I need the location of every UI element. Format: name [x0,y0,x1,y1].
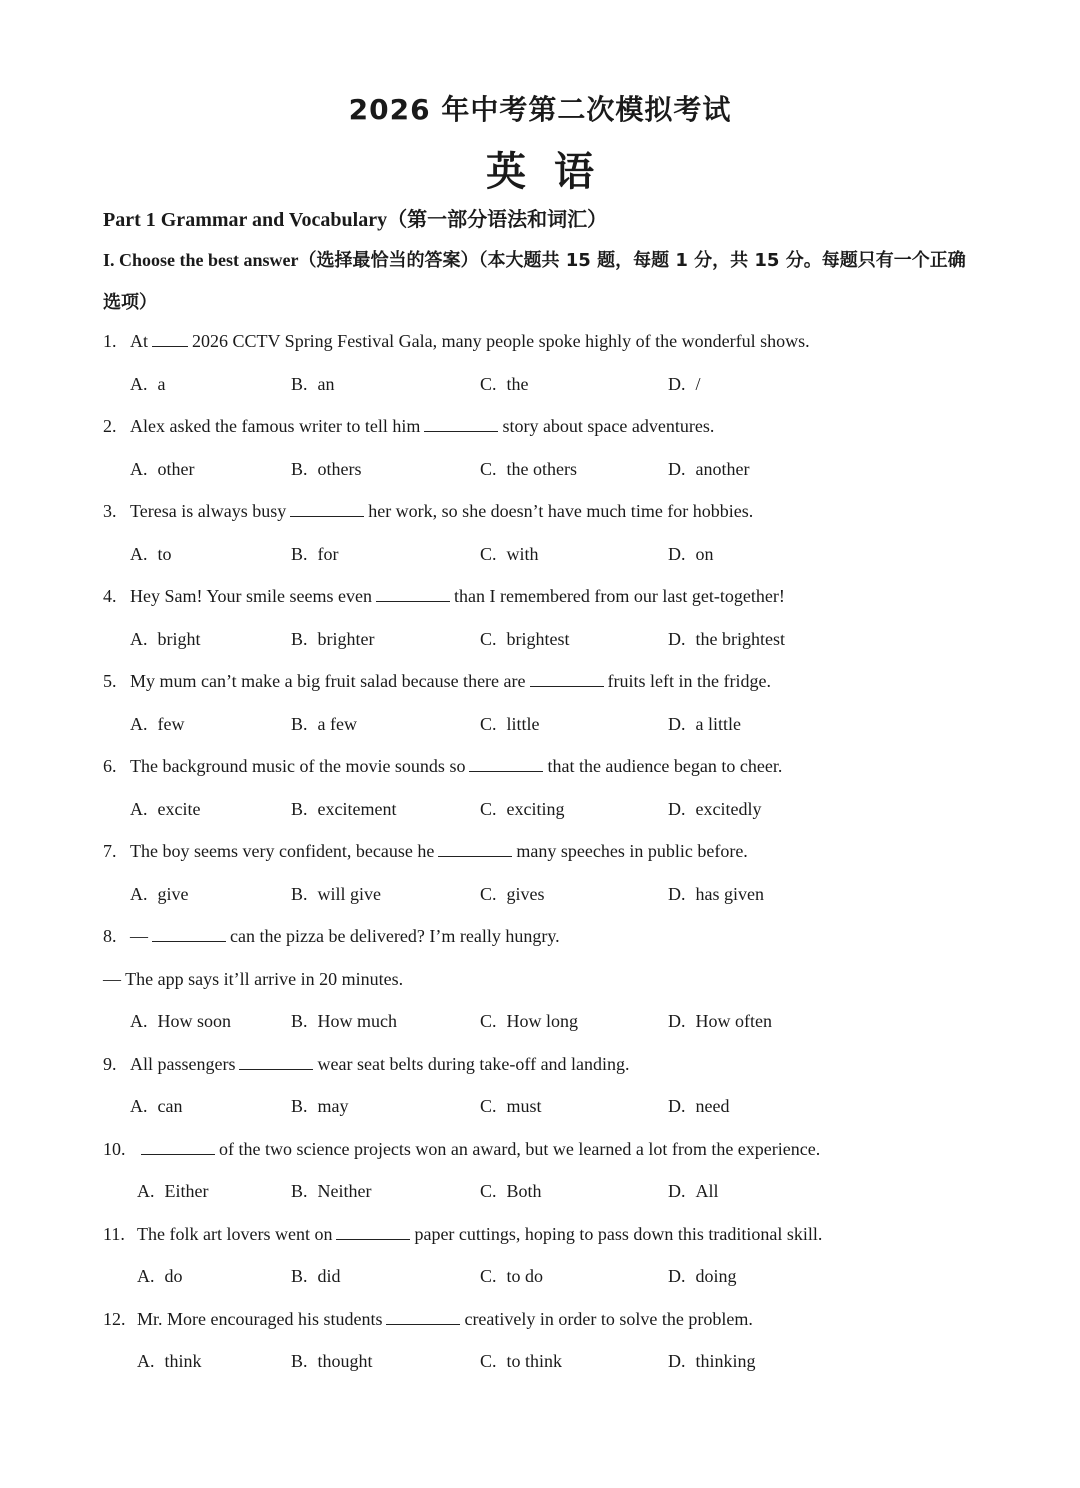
answer-blank[interactable] [424,417,498,432]
option-text: bright [157,628,201,649]
option-b[interactable] [291,1351,373,1372]
question-text-after: 2026 CCTV Spring Festival Gala, many people spoke highly of the wonderful shows. [192,331,810,351]
option-text: to think [506,1351,563,1371]
option-text: thinking [695,1351,756,1371]
option-letter: D. [668,713,686,734]
option-text: brighter [317,628,375,649]
option-c[interactable] [480,374,529,395]
answer-blank[interactable] [290,502,364,517]
question-stem [103,841,748,862]
option-letter: C. [480,1096,497,1116]
option-text: the brightest [695,628,785,649]
answer-blank[interactable] [530,672,604,687]
option-text: on [695,543,714,564]
question-text-before: The folk art lovers went on [137,1223,333,1244]
question-text-before: Teresa is always busy [130,501,287,521]
option-letter: D. [668,1266,686,1286]
option-c[interactable] [480,1096,542,1117]
option-c[interactable] [480,1011,578,1032]
option-a[interactable] [137,1181,208,1202]
option-text: excitedly [695,798,762,819]
option-letter: D. [668,1181,686,1201]
question-stem [103,1224,822,1245]
option-b[interactable] [291,459,362,480]
question-number: 3. [103,501,117,521]
option-letter: A. [130,1011,148,1031]
option-text: How often [695,1011,772,1031]
option-text: for [317,543,339,564]
question-number: 9. [103,1053,117,1074]
option-a[interactable] [130,629,201,650]
option-d[interactable] [668,459,749,480]
option-d[interactable] [668,1181,719,1202]
option-d[interactable] [668,374,701,395]
option-b[interactable] [291,884,381,905]
option-a[interactable] [130,714,184,735]
option-letter: D. [668,883,686,904]
option-letter: C. [480,1351,497,1371]
section-heading-cn: （选择最恰当的答案）（本大题共 15 题，每题 1 分，共 15 分。每题只有一个正确 [298,250,966,271]
question-stem [103,1139,820,1160]
option-text: a little [695,713,741,734]
answer-blank[interactable] [469,757,543,772]
question-number: 8. [103,926,117,946]
option-text: Neither [317,1181,372,1201]
option-a[interactable] [130,1011,231,1032]
option-text: do [164,1266,183,1286]
option-a[interactable] [130,544,172,565]
option-c[interactable] [480,459,577,480]
option-text: How long [506,1011,579,1031]
option-text: another [695,458,750,479]
option-letter: B. [291,1181,308,1201]
option-text: a [157,373,166,394]
option-b[interactable] [291,1011,397,1032]
option-text: to [157,543,172,564]
option-a[interactable] [137,1266,183,1287]
question-stem [103,416,714,437]
option-text: All [695,1181,719,1201]
option-b[interactable] [291,374,335,395]
question-text-before: Mr. More encouraged his students [137,1308,383,1329]
answer-blank[interactable] [336,1225,410,1240]
question-number: 2. [103,416,117,436]
subject-title: 英语 [486,149,622,195]
option-text: thought [317,1351,373,1371]
question-stem [103,671,771,692]
option-text: think [164,1351,202,1371]
option-text: may [317,1096,349,1116]
question-text-before: Hey Sam! Your smile seems even [130,586,372,606]
option-letter: B. [291,713,308,734]
option-text: a few [317,713,357,734]
exam-title: 2026 年中考第二次模拟考试 [348,93,732,126]
option-c[interactable] [480,884,545,905]
option-c[interactable] [480,1266,543,1287]
option-letter: A. [137,1181,155,1201]
option-c[interactable] [480,799,565,820]
option-letter: B. [291,1266,308,1286]
question-number: 5. [103,671,117,691]
option-d[interactable] [668,629,785,650]
option-b[interactable] [291,1266,341,1287]
option-text: gives [506,883,545,904]
option-c[interactable] [480,629,570,650]
option-b[interactable] [291,714,357,735]
question-text-after: can the pizza be delivered? I’m really hungry. [230,926,560,946]
option-letter: A. [130,373,148,394]
question-text-after: her work, so she doesn’t have much time for hobbies. [368,501,754,521]
question-text-after: story about space adventures. [502,416,715,436]
option-b[interactable] [291,799,396,820]
option-text: other [157,458,195,479]
option-letter: A. [137,1351,155,1371]
answer-blank[interactable] [376,587,450,602]
option-letter: C. [480,1011,497,1031]
option-text: must [506,1096,542,1116]
option-a[interactable] [130,799,200,820]
option-letter: C. [480,713,497,734]
option-letter: D. [668,798,686,819]
question-number: 10. [103,1138,126,1159]
option-letter: A. [130,628,148,649]
option-letter: A. [130,798,148,819]
option-text: How much [317,1011,398,1031]
option-letter: D. [668,458,686,479]
question-text-after: of the two science projects won an award, but we learned a lot from the experience. [219,1138,821,1159]
question-text-before: — [130,926,148,946]
question-text-after: wear seat belts during take-off and landing. [317,1053,630,1074]
question-text-before: My mum can’t make a big fruit salad because there are [130,671,526,691]
option-text: little [506,713,540,734]
option-a[interactable] [130,884,189,905]
option-text: doing [695,1266,737,1286]
option-d[interactable] [668,799,761,820]
option-text: exciting [506,798,565,819]
option-b[interactable] [291,544,339,565]
option-d[interactable] [668,1266,737,1287]
option-d[interactable] [668,1096,729,1117]
option-letter: B. [291,458,308,479]
section-heading-continued: 选项） [103,292,157,313]
question-text-before: Alex asked the famous writer to tell him [130,416,421,436]
question-text-after: paper cuttings, hoping to pass down this traditional skill. [414,1223,823,1244]
option-text: excitement [317,798,397,819]
option-c[interactable] [480,544,539,565]
option-letter: B. [291,1011,308,1031]
option-letter: C. [480,798,497,819]
option-text: the [506,373,529,394]
option-d[interactable] [668,714,741,735]
part-heading-en: Part 1 Grammar and Vocabulary [103,209,388,231]
option-letter: A. [130,458,148,479]
question-number: 12. [103,1308,126,1329]
section-heading [103,246,1003,272]
option-text: few [157,713,185,734]
option-a[interactable] [130,374,166,395]
option-letter: D. [668,1011,686,1031]
option-letter: B. [291,798,308,819]
question-text-after: that the audience began to cheer. [547,756,783,776]
option-letter: B. [291,1096,308,1116]
option-letter: B. [291,373,308,394]
question-stem [103,756,782,777]
question-number: 1. [103,331,117,351]
question-text-after: many speeches in public before. [516,841,748,861]
question-stem [103,331,810,352]
option-letter: A. [130,883,148,904]
option-d[interactable] [668,1011,772,1032]
option-b[interactable] [291,629,375,650]
answer-blank[interactable] [386,1310,460,1325]
option-text: will give [317,883,382,904]
option-text: brightest [506,628,570,649]
option-a[interactable] [130,459,194,480]
option-text: the others [506,458,577,479]
question-stem [103,1054,630,1075]
option-b[interactable] [291,1181,372,1202]
question-text-after: than I remembered from our last get-together! [453,586,785,606]
option-letter: B. [291,1351,308,1371]
option-letter: D. [668,373,686,394]
option-d[interactable] [668,884,764,905]
question-stem [103,501,753,522]
option-letter: C. [480,628,497,649]
option-letter: A. [137,1266,155,1286]
answer-blank[interactable] [438,842,512,857]
option-letter: B. [291,628,308,649]
option-text: / [695,373,701,394]
option-text: Both [506,1181,542,1201]
option-letter: A. [130,1096,148,1116]
question-text-after: fruits left in the fridge. [607,671,771,691]
option-letter: C. [480,373,497,394]
question-text-before: The boy seems very confident, because he [130,841,435,861]
section-heading-en: I. Choose the best answer [103,250,299,270]
option-letter: D. [668,1351,686,1371]
option-text: give [157,883,189,904]
option-a[interactable] [137,1351,202,1372]
option-letter: C. [480,1181,497,1201]
question-stem [103,926,560,947]
answer-blank[interactable] [152,927,226,942]
option-d[interactable] [668,1351,756,1372]
option-text: others [317,458,362,479]
option-text: How soon [157,1011,232,1031]
option-letter: C. [480,1266,497,1286]
option-letter: A. [130,543,148,564]
answer-blank[interactable] [152,332,188,347]
part-heading [103,203,607,232]
option-text: excite [157,798,201,819]
option-letter: D. [668,543,686,564]
option-text: Either [164,1181,209,1201]
question-text-after: creatively in order to solve the problem. [464,1308,753,1329]
option-text: need [695,1096,730,1116]
option-letter: D. [668,1096,686,1116]
question-stem [103,586,785,607]
answer-blank[interactable] [239,1055,313,1070]
option-b[interactable] [291,1096,349,1117]
question-stem [103,1309,753,1330]
option-c[interactable] [480,1351,562,1372]
option-c[interactable] [480,1181,542,1202]
option-letter: C. [480,883,497,904]
option-letter: C. [480,458,497,479]
option-letter: C. [480,543,497,564]
question-number: 11. [103,1223,125,1244]
question-number: 7. [103,841,117,861]
option-letter: A. [130,713,148,734]
option-letter: D. [668,628,686,649]
part-heading-cn: （第一部分语法和词汇） [387,207,608,231]
answer-blank[interactable] [141,1140,215,1155]
question-text-before: All passengers [130,1053,236,1074]
option-text: can [157,1096,183,1116]
option-c[interactable] [480,714,540,735]
question-number: 6. [103,756,117,776]
option-text: did [317,1266,341,1286]
option-text: an [317,373,335,394]
question-text-before: The background music of the movie sounds so [130,756,466,776]
question-text-before: At [130,331,148,351]
option-d[interactable] [668,544,714,565]
option-a[interactable] [130,1096,182,1117]
option-letter: B. [291,543,308,564]
option-text: with [506,543,539,564]
option-text: has given [695,883,764,904]
option-letter: B. [291,883,308,904]
option-text: to do [506,1266,544,1286]
dialogue-reply: — The app says it’ll arrive in 20 minutes. [103,968,404,989]
question-number: 4. [103,586,117,606]
